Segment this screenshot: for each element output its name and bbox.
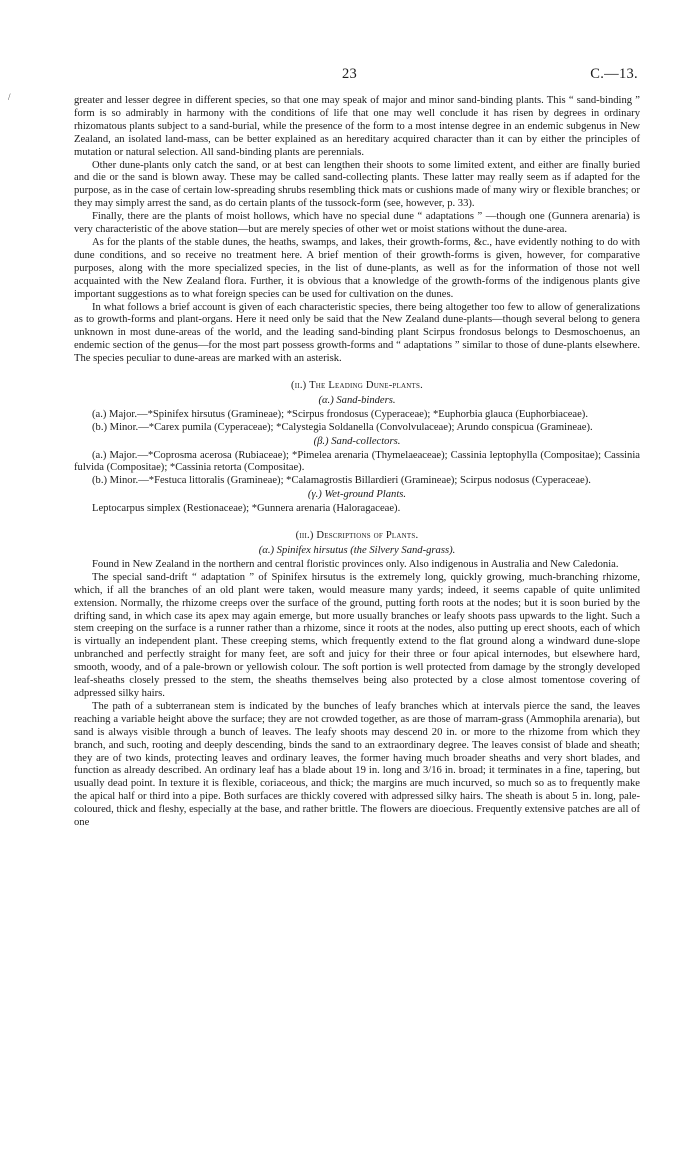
species-list: (b.) Minor.—*Festuca littoralis (Gramineae); *Calamagrostis Billardieri (Gramineae); Scirpus nodosus (Cyperaceae). — [92, 475, 591, 487]
species-list: Leptocarpus simplex (Restionaceae); *Gunnera arenaria (Haloragaceae). — [92, 503, 401, 515]
paragraph: The special sand-drift “ adaptation ” of Spinifex hirsutus is the extremely long, quickly growing, much-branching rhizome, which, if all the branches of an old plant were taken, would measure many yards; indeed, it seems capable of quite unlimited extension. Normally, the rhizome creeps over the surface of the ground, putting forth roots at the nodes; but it is soon buried by the drifting sand, in which case its apex may again emerge, but more usually branches or leafy shoots pass upwards to the light. Such a stem creeping on the surface is a runner rather than a rhizome, since it roots at the nodes, also putting up erect shoots, each of which is virtually an independent plant. These creeping stems, which frequently extend to the flat ground along a windward dune-slope unbranched and perfectly straight for many feet, are soft and juicy for their three or four apical internodes, but elsewhere hard, smooth, woody, and of a pale-brown or yellowish colour. The soft portion is well protected from damage by the strongly developed leaf-sheaths closely pressed to the stem, the sheaths themselves being also protected by a close almost tomentose covering of adpressed silky hairs. — [74, 571, 640, 699]
species-list: (a.) Major.—*Spinifex hirsutus (Gramineae); *Scirpus frondosus (Cyperaceae); *Euphorbia glauca (Euphorbiaceae). — [92, 408, 588, 420]
paragraph: As for the plants of the stable dunes, the heaths, swamps, and lakes, their growth-forms, &c., have evidently nothing to do with dune conditions, and so receive no treatment here. A brief mention of their growth-forms is given, however, for comparative purposes, along with the more specialized species, in the list of dune-plants, as well as for the information of those not well acquainted with the New Zealand flora. Further, it is obvious that a knowledge of the growth-forms of the indigenous plants give important suggestions as to what foreign species can be used for cultivation on the dunes. — [74, 236, 640, 300]
subsection-heading: (β.) Sand-collectors. — [313, 435, 401, 447]
paragraph: The path of a subterranean stem is indicated by the bunches of leafy branches which at intervals pierce the sand, the leaves reaching a variable height above the surface; they are not crowded together, as are those of marram-grass (Ammophila arenaria), but sand is always visible through a bunch of leaves. The leafy shoots may descend 20 in. or more to the rhizome from which they branch, and such, rooting and deeply descending, binds the sand to an extraordinary degree. The leaves consist of blade and sheath; they are of two kinds, protecting leaves and ordinary leaves, the former having much broader sheaths and very short blades, and function as already described. An ordinary leaf has a blade about 19 in. long and 3/16 in. broad; it terminates in a fine, tapering, but usually dead point. In texture it is flexible, coriaceous, and thick; the margins are much incurved, so much so as to frequently make the apical half or third into a pipe. Both surfaces are thickly covered with adpressed silky hairs. The sheath is about 5 in. long, pale-coloured, thick and fleshy, especially at the base, and rather brittle. The flowers are dioecious. Frequently extensive patches are all of one — [74, 700, 640, 829]
page-header — [0, 66, 700, 84]
paragraph: greater and lesser degree in different species, so that one may speak of major and minor sand-binding plants. This “ sand-binding ” form is so admirably in harmony with the conditions of life that one may well conclude it has risen by degrees in ordinary rhizomatous plants subject to a sand-burial, while the presence of the form to a most intense degree in an endemic subgenus in New Zealand, an isolated land-mass, can be better explained as an hereditary acquired character than it can by either the principles of mutation or natural selection. All sand-binding plants are perennials. — [74, 95, 640, 158]
paragraph: Other dune-plants only catch the sand, or at best can lengthen their shoots to some limited extent, and either are finally buried and die or the sand is blown away. These may be called sand-collecting plants. These latter may really seem as if adapted for the purpose, as in the case of certain low-spreading shrubs resembling thick mats or cushions made of many wiry or flexible branches; or they may simply arrest the sand, as do certain plants of the tussock-form (see, however, p. 33). — [74, 159, 640, 210]
species-list: (b.) Minor.—*Carex pumila (Cyperaceae); *Calystegia Soldanella (Convolvulaceae); Arundo conspicua (Gramineae). — [92, 421, 593, 433]
subsection-heading: (α.) Sand-binders. — [318, 394, 396, 406]
species-list: (a.) Major.—*Coprosma acerosa (Rubiaceae); *Pimelea arenaria (Thymelaeaceae); Cassinia leptophylla (Compositae); Cassinia fulvida (Compositae); *Cassinia retorta (Compositae). — [74, 449, 640, 474]
subsection-heading: (γ.) Wet-ground Plants. — [307, 489, 407, 501]
paragraph: In what follows a brief account is given of each characteristic species, there being altogether too few to allow of generalizations as to growth-forms and plant-organs. Here it need only be said that the New Zealand dune-plants—though several belong to genera unknown in most dune-areas of the world, and the leading sand-binding plant Scirpus frondosus belongs to Desmoschoenus, an endemic section of the genus—for the most part possess growth-forms and “ adaptations ” similar to those of dune-plants elsewhere. The species peculiar to dune-areas are marked with an asterisk. — [74, 301, 640, 365]
margin-mark: / — [8, 92, 11, 102]
document-reference: C.—13. — [590, 66, 638, 82]
subsection-heading: (α.) Spinifex hirsutus (the Silvery Sand-grass). — [258, 545, 456, 556]
paragraph: Finally, there are the plants of moist hollows, which have no special dune “ adaptations ” —though one (Gunnera arenaria) is very characteristic of the above station—but are merely species of other wet or moist stations without the dune-area. — [74, 211, 640, 236]
section-heading: (ii.) The Leading Dune-plants. — [291, 380, 423, 392]
section-heading: (iii.) Descriptions of Plants. — [295, 530, 419, 542]
body-text — [74, 95, 640, 830]
paragraph: Found in New Zealand in the northern and central floristic provinces only. Also indigenous in Australia and New Caledonia. — [92, 558, 619, 570]
page-number: 23 — [342, 66, 358, 82]
